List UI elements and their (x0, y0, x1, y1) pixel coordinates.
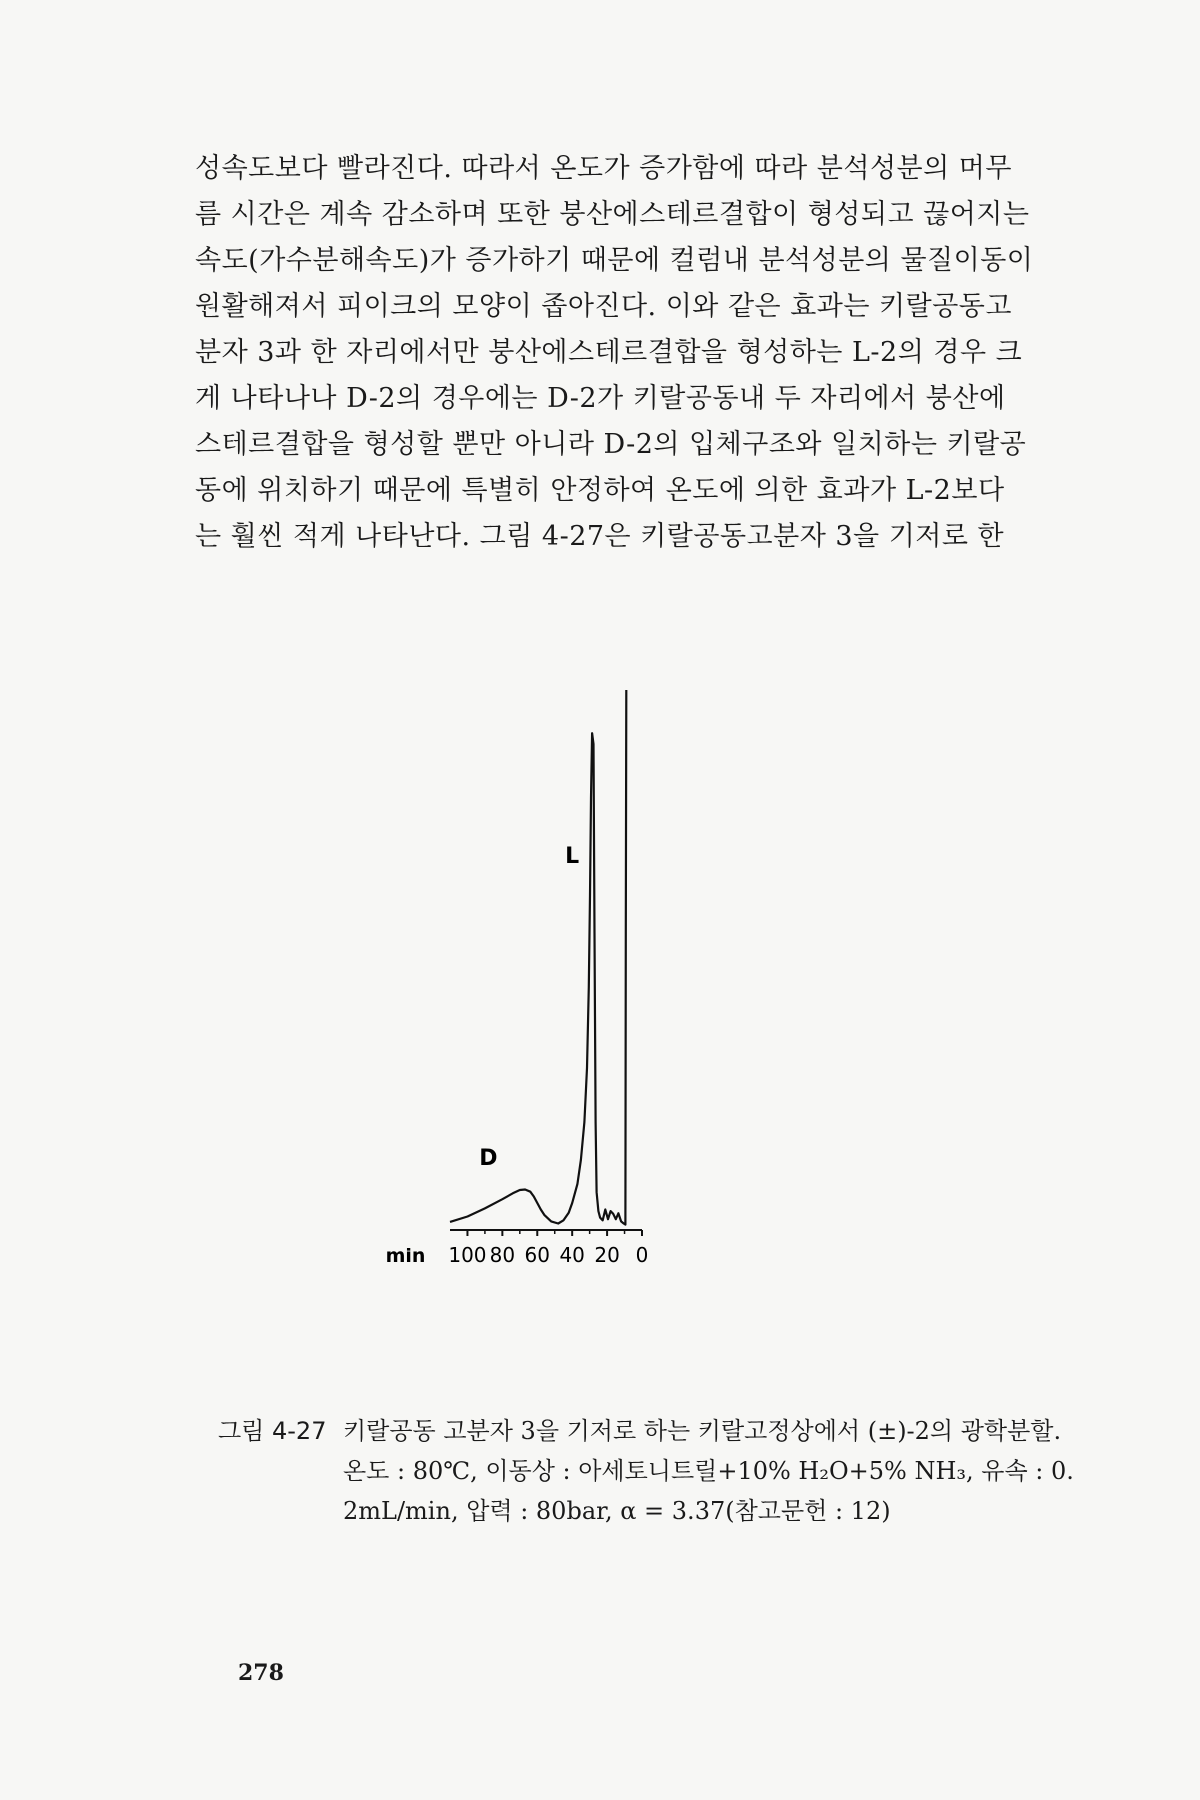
caption-line: 키랄공동 고분자 3을 기저로 하는 키랄고정상에서 (±)-2의 광학분할. (343, 1417, 1062, 1445)
text-line: 속도(가수분해속도)가 증가하기 때문에 컬럼내 분석성분의 물질이동이 (195, 245, 1034, 276)
text-line: 원활해져서 피이크의 모양이 좁아진다. 이와 같은 효과는 키랄공동고 (195, 291, 1012, 322)
chromatogram-figure (385, 660, 750, 1400)
text-line: 성속도보다 빨라진다. 따라서 온도가 증가함에 따라 분석성분의 머무 (195, 153, 1012, 184)
chromatogram-trace (450, 690, 626, 1225)
x-tick-label: 0 (635, 1243, 649, 1267)
caption-line: 온도 : 80℃, 이동상 : 아세토니트릴+10% H₂O+5% NH₃, 유속 : 0. (343, 1457, 1074, 1485)
text-line: 동에 위치하기 때문에 특별히 안정하여 온도에 의한 효과가 L-2보다 (195, 475, 1005, 506)
x-axis-label: min (385, 1245, 426, 1267)
x-tick-label: 40 (559, 1243, 585, 1267)
peak-label-d: D (479, 1146, 498, 1172)
text-line: 름 시간은 계속 감소하며 또한 붕산에스테르결합이 형성되고 끊어지는 (195, 199, 1030, 230)
text-line: 는 훨씬 적게 나타난다. 그림 4-27은 키랄공동고분자 3을 기저로 한 (195, 521, 1005, 552)
chromatogram-chart (385, 660, 750, 1400)
caption-line: 2mL/min, 압력 : 80bar, α = 3.37(참고문헌 : 12) (343, 1497, 891, 1525)
text-line: 게 나타나나 D-2의 경우에는 D-2가 키랄공동내 두 자리에서 붕산에 (195, 383, 1006, 414)
x-tick-label: 80 (489, 1243, 516, 1267)
text-line: 스테르결합을 형성할 뿐만 아니라 D-2의 입체구조와 일치하는 키랄공 (195, 429, 1027, 460)
figure-label: 그림 4-27 (218, 1417, 327, 1445)
x-tick-label: 60 (524, 1243, 550, 1267)
text-line: 분자 3과 한 자리에서만 붕산에스테르결합을 형성하는 L-2의 경우 크 (195, 337, 1023, 368)
x-tick-label: 20 (594, 1243, 620, 1267)
page-number: 278 (238, 1660, 284, 1686)
peak-label-l: L (565, 843, 580, 869)
body-paragraph (195, 146, 1095, 560)
x-tick-label: 100 (448, 1243, 487, 1267)
